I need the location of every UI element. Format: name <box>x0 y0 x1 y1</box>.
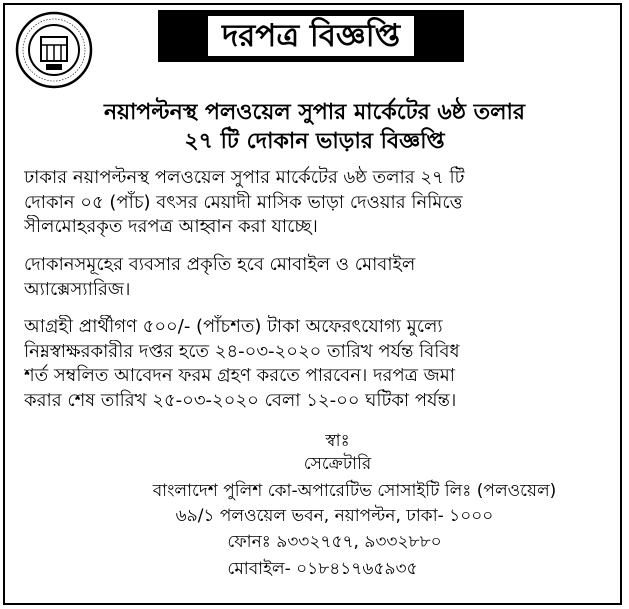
organization-name: বাংলাদেশ পুলিশ কো-অপারেটিভ সোসাইটি লিঃ (পলওয়েল) <box>152 481 557 501</box>
paragraph-line: শর্ত সম্বলিত আবেদন ফরম গ্রহণ করতে পারবেন। দরপত্র জমা <box>24 365 455 387</box>
paragraph-application-terms <box>24 315 609 413</box>
society-logo <box>14 10 94 90</box>
paragraph-line: নিম্নস্বাক্ষরকারীর দপ্তর হতে ২৪-০৩-২০২০ তারিখ পর্যন্ত বিবিধ <box>24 340 460 362</box>
paragraph-line: দোকান ০৫ (পাঁচ) বৎসর মেয়াদী মাসিক ভাড়া দেওয়ার নিমিত্তে <box>24 191 463 213</box>
paragraph-line: সীলমোহরকৃত দরপত্র আহ্বান করা যাচ্ছে। <box>24 216 318 238</box>
paragraph-line: অ্যাক্সেস্যারিজ। <box>24 278 131 300</box>
banner-title <box>158 10 464 62</box>
paragraph-line: দোকানসমূহের ব্যবসার প্রকৃতি হবে মোবাইল ও মোবাইল <box>24 254 416 275</box>
mobile-number: মোবাইল- ০১৮৪১৭৬৫৯৩৫ <box>227 559 418 579</box>
paragraph-line: আগ্রহী প্রার্থীগণ ৫০০/- (পাঁচশত) টাকা অফেরৎযোগ্য মুল্যে <box>24 316 443 337</box>
paragraph-tender-call <box>24 166 609 240</box>
signatory-title: সেক্রেটারি <box>303 454 372 474</box>
phone-numbers: ফোনঃ ৯৩৩২৭৫৭, ৯৩৩২৮৮০ <box>227 532 442 552</box>
banner-title-text: দরপত্র বিজ্ঞপ্তি <box>208 16 414 56</box>
paragraph-line: ঢাকার নয়াপল্টনস্থ পলওয়েল সুপার মার্কেটের ৬ষ্ঠ তলার ২৭ টি <box>24 167 465 188</box>
organization-address: ৬৯/১ পলওয়েল ভবন, নয়াপল্টন, ঢাকা- ১০০০ <box>175 506 494 526</box>
headline-line-1: নয়াপল্টনস্থ পলওয়েল সুপার মার্কেটের ৬ষ্ঠ তলার <box>103 100 526 125</box>
paragraph-line: করার শেষ তারিখ ২৫-০৩-২০২০ বেলা ১২-০০ ঘটিকা পর্যন্ত। <box>24 389 457 411</box>
headline-line-2: ২৭ টি দোকান ভাড়ার বিজ্ঞপ্তি <box>184 129 445 154</box>
paragraph-business-type <box>24 253 609 302</box>
signature-mark: স্বাঃ <box>325 431 350 451</box>
